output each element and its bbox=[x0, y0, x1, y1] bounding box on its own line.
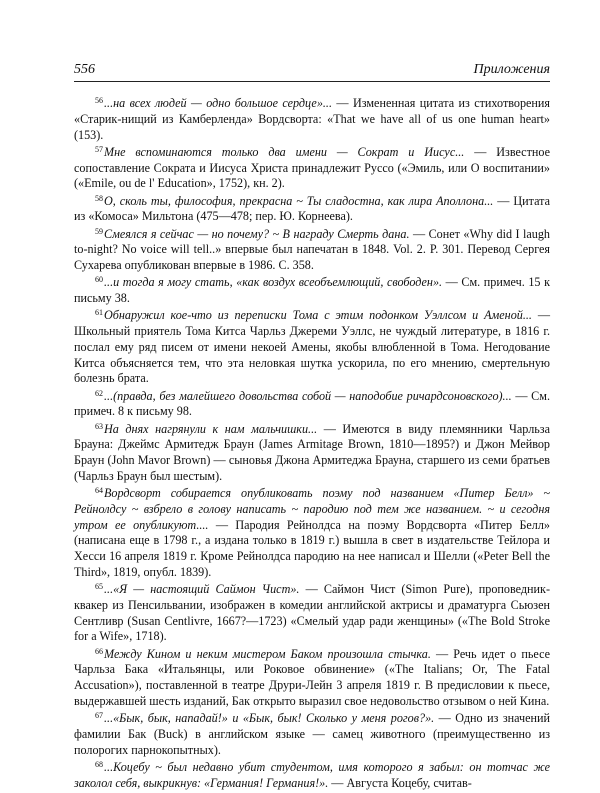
note-number: 56 bbox=[95, 96, 103, 105]
endnote bbox=[74, 711, 550, 758]
note-number: 59 bbox=[95, 226, 103, 236]
book-page bbox=[74, 62, 550, 793]
note-quote: ...Коцебу ~ был недавно убит студентом, имя которого я забыл: он тотчас же заколол себя, выкрикнув: «Германия! Германия!». bbox=[74, 759, 550, 790]
note-text: — См. примеч. 8 к письму 98. bbox=[74, 388, 550, 419]
endnotes bbox=[74, 96, 550, 791]
endnote bbox=[74, 275, 550, 307]
note-text: — Одно из значений фамилии Бак (Buck) в английском языке — самец животного (преимущественно из полорогих парнокопытных). bbox=[74, 711, 551, 757]
note-quote: ...и тогда я могу стать, «как воздух всеобъемлющий, свободен». bbox=[104, 275, 443, 290]
note-text: — Имеются в виду племянники Чарльза Брауна: Джеймс Армитедж Браун (James Armitage Brown, 1810—1895?) и Джон Мейвор Браун (John Mavor Brown) — сыновья Джона Армитеджа Брауна, старшего из семи братьев (Чарльз Браун был шестым). bbox=[74, 421, 550, 483]
note-quote: Мне вспоминаются только два имени — Сократ и Иисус... bbox=[104, 144, 465, 159]
note-quote: О, сколь ты, философия, прекрасна ~ Ты сладостна, как лира Аполлона... bbox=[104, 193, 494, 208]
note-number: 63 bbox=[95, 421, 103, 431]
note-quote: Обнаружил кое-что из переписки Тома с этим подонком Уэллсом и Аменой... bbox=[104, 308, 532, 323]
endnote bbox=[74, 145, 550, 192]
note-text: — Школьный приятель Тома Китса Чарльз Джереми Уэллс, не чуждый литературе, в 1816 г. послал ему ряд писем от имени некоей Амены, якобы влюбленной в Тома. Негодование Китса объясняется тем, что эта неловкая шутка ускорила, по его мнению, смертельную болезнь брата. bbox=[74, 308, 550, 386]
note-quote: ...«Я — настоящий Саймон Чист». bbox=[104, 582, 300, 596]
note-number: 68 bbox=[95, 759, 103, 769]
endnote bbox=[74, 760, 550, 792]
note-text: — Сонет «Why did I laugh to-night? No voice will tell..» впервые был напечатан в 1848. Vol. 2. P. 301. Перевод Сергея Сухарева опубликован впервые в 1986. С. 358. bbox=[74, 226, 550, 272]
note-text: — Измененная цитата из стихотворения «Старик-нищий из Камберленда» Вордсворта: «That we have all of us one human heart» (153). bbox=[74, 96, 551, 142]
endnote bbox=[74, 194, 550, 226]
note-text: — См. примеч. 15 к письму 38. bbox=[74, 275, 550, 305]
note-number: 60 bbox=[95, 275, 103, 285]
note-quote: ...(правда, без малейшего довольства собой — наподобие ричардсоновского)... bbox=[104, 388, 512, 403]
page-number: 556 bbox=[74, 62, 95, 77]
note-quote: На днях нагрянули к нам мальчишки... bbox=[104, 421, 318, 436]
note-number: 64 bbox=[95, 486, 103, 495]
endnote bbox=[74, 227, 550, 274]
endnote bbox=[74, 486, 550, 581]
note-number: 67 bbox=[95, 711, 103, 720]
note-number: 58 bbox=[95, 193, 103, 203]
note-quote: ...«Бык, бык, нападай!» и «Бык, бык! Сколько у меня рогов?». bbox=[104, 711, 435, 725]
endnote bbox=[74, 308, 550, 387]
note-text: — Пародия Рейнолдса на поэму Вордсворта «Питер Белл» (написана еще в 1798 г., а издана только в 1819 г.) вышла в свет в издательстве Тейлора и Хесси 16 апреля 1819 г. Кроме Рейнолдса пародию на нее написал и Шелли («Peter Bell the Third», 1819, опубл. 1839). bbox=[74, 517, 550, 579]
note-number: 57 bbox=[95, 144, 103, 154]
endnote bbox=[74, 422, 550, 485]
note-number: 62 bbox=[95, 388, 103, 398]
note-quote: Смеялся я сейчас — но почему? ~ В награду Смерть дана. bbox=[104, 226, 410, 241]
note-text: — Саймон Чист (Simon Pure), проповедник-квакер из Пенсильвании, изображен в комедии английской актрисы и драматурга Сьюзен Сентливр (Susan Centlivre, 1667?—1723) «Смелый удар ради женщины» («The Bold Stroke for a Wife», 1718). bbox=[74, 582, 550, 644]
note-number: 66 bbox=[95, 646, 103, 656]
note-quote: Между Кином и неким мистером Баком произошла стычка. bbox=[104, 646, 431, 661]
note-quote: Вордсворт собирается опубликовать поэму под названием «Питер Белл» ~ Рейнолдсу ~ взбрело в голову написать ~ пародию под тем же названием. ~ и сегодня утром ее опубликуют.... bbox=[74, 486, 550, 532]
note-number: 65 bbox=[95, 582, 103, 591]
running-header bbox=[74, 62, 550, 82]
note-text: — Речь идет о пьесе Чарльза Бака «Итальянцы, или Роковое обвинение» («The Italians; Or, The Fatal Accusation»), поставленной в театре Друри-Лейн 3 апреля 1819 г. В предисловии к пьесе, выдержавшей шесть изданий, Бак открыто выразил свое недовольство отзывом о ней Кина. bbox=[74, 646, 550, 708]
note-text: — Цитата из «Комоса» Мильтона (475—478; пер. Ю. Корнеева). bbox=[74, 193, 550, 224]
endnote bbox=[74, 96, 550, 143]
note-number: 61 bbox=[95, 308, 103, 318]
note-quote: ...на всех людей — одно большое сердце»... bbox=[104, 96, 332, 110]
endnote bbox=[74, 389, 550, 421]
note-text: — Августа Коцебу, считав- bbox=[328, 775, 472, 790]
endnote bbox=[74, 582, 550, 645]
endnote bbox=[74, 647, 550, 710]
section-title: Приложения bbox=[473, 62, 550, 77]
note-text: — Известное сопоставление Сократа и Иисуса Христа принадлежит Руссо («Эмиль, или О воспитании» («Emile, ou de l' Education», 1752), кн. 2). bbox=[74, 144, 550, 191]
